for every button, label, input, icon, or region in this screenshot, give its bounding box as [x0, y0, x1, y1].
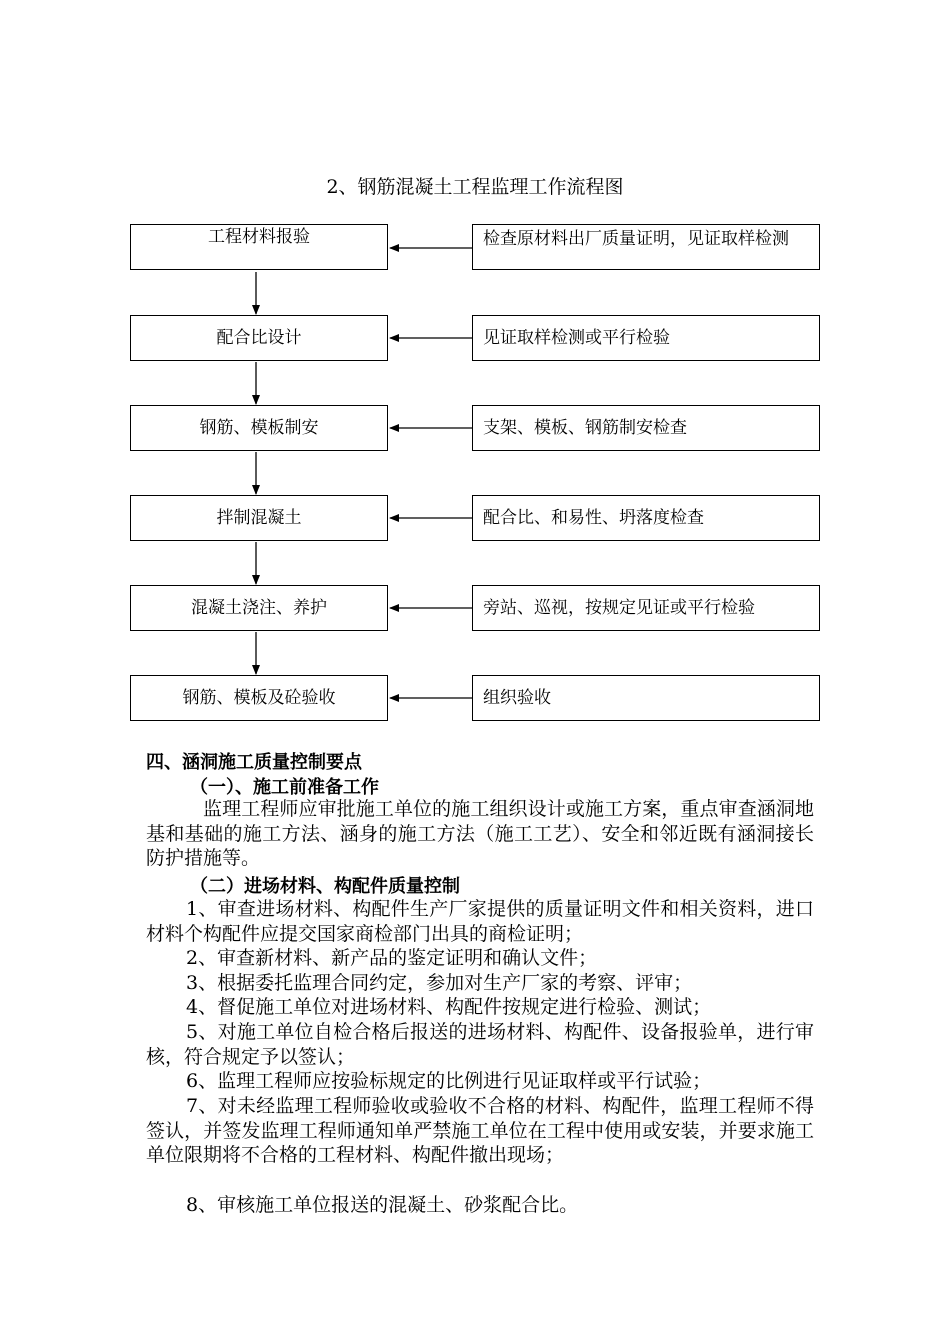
flow-check-box: 配合比、和易性、坍落度检查 [472, 495, 820, 541]
list-item: 1、审查进场材料、构配件生产厂家提供的质量证明文件和相关资料，进口材料个构配件应提交国家商检部门出具的商检证明； [146, 898, 814, 945]
flow-check-box: 检查原材料出厂质量证明，见证取样检测 [472, 224, 820, 270]
section-heading: 四、涵洞施工质量控制要点 [146, 752, 362, 773]
flow-check-box: 见证取样检测或平行检验 [472, 315, 820, 361]
flow-step-box: 工程材料报验 [130, 224, 388, 270]
list-item: 5、对施工单位自检合格后报送的进场材料、构配件、设备报验单，进行审核，符合规定予以签认； [146, 1021, 814, 1068]
flow-check-box: 支架、模板、钢筋制安检查 [472, 405, 820, 451]
list-item: 8、审核施工单位报送的混凝土、砂浆配合比。 [186, 1194, 579, 1216]
paragraph: 监理工程师应审批施工单位的施工组织设计或施工方案，重点审查涵洞地基和基础的施工方法、涵身的施工方法（施工工艺）、安全和邻近既有涵洞接长防护措施等。 [146, 798, 814, 869]
flow-step-box: 拌制混凝土 [130, 495, 388, 541]
subsection-heading: （二）进场材料、构配件质量控制 [190, 876, 460, 897]
list-item: 2、审查新材料、新产品的鉴定证明和确认文件； [186, 947, 598, 969]
list-item: 7、对未经监理工程师验收或验收不合格的材料、构配件，监理工程师不得签认，并签发监理工程师通知单严禁施工单位在工程中使用或安装，并要求施工单位限期将不合格的工程材料、构配件撤出现场； [146, 1095, 814, 1166]
list-item: 3、根据委托监理合同约定，参加对生产厂家的考察、评审； [186, 972, 693, 994]
flow-step-box: 钢筋、模板及砼验收 [130, 675, 388, 721]
flow-step-box: 钢筋、模板制安 [130, 405, 388, 451]
list-item: 4、督促施工单位对进场材料、构配件按规定进行检验、测试； [186, 996, 712, 1018]
list-item: 6、监理工程师应按验标规定的比例进行见证取样或平行试验； [186, 1070, 712, 1092]
flow-check-box: 组织验收 [472, 675, 820, 721]
subsection-heading: （一）、施工前准备工作 [190, 777, 379, 798]
flow-step-box: 混凝土浇注、养护 [130, 585, 388, 631]
flowchart-title: 2、钢筋混凝土工程监理工作流程图 [326, 176, 624, 198]
flow-check-box: 旁站、巡视，按规定见证或平行检验 [472, 585, 820, 631]
flow-step-box: 配合比设计 [130, 315, 388, 361]
